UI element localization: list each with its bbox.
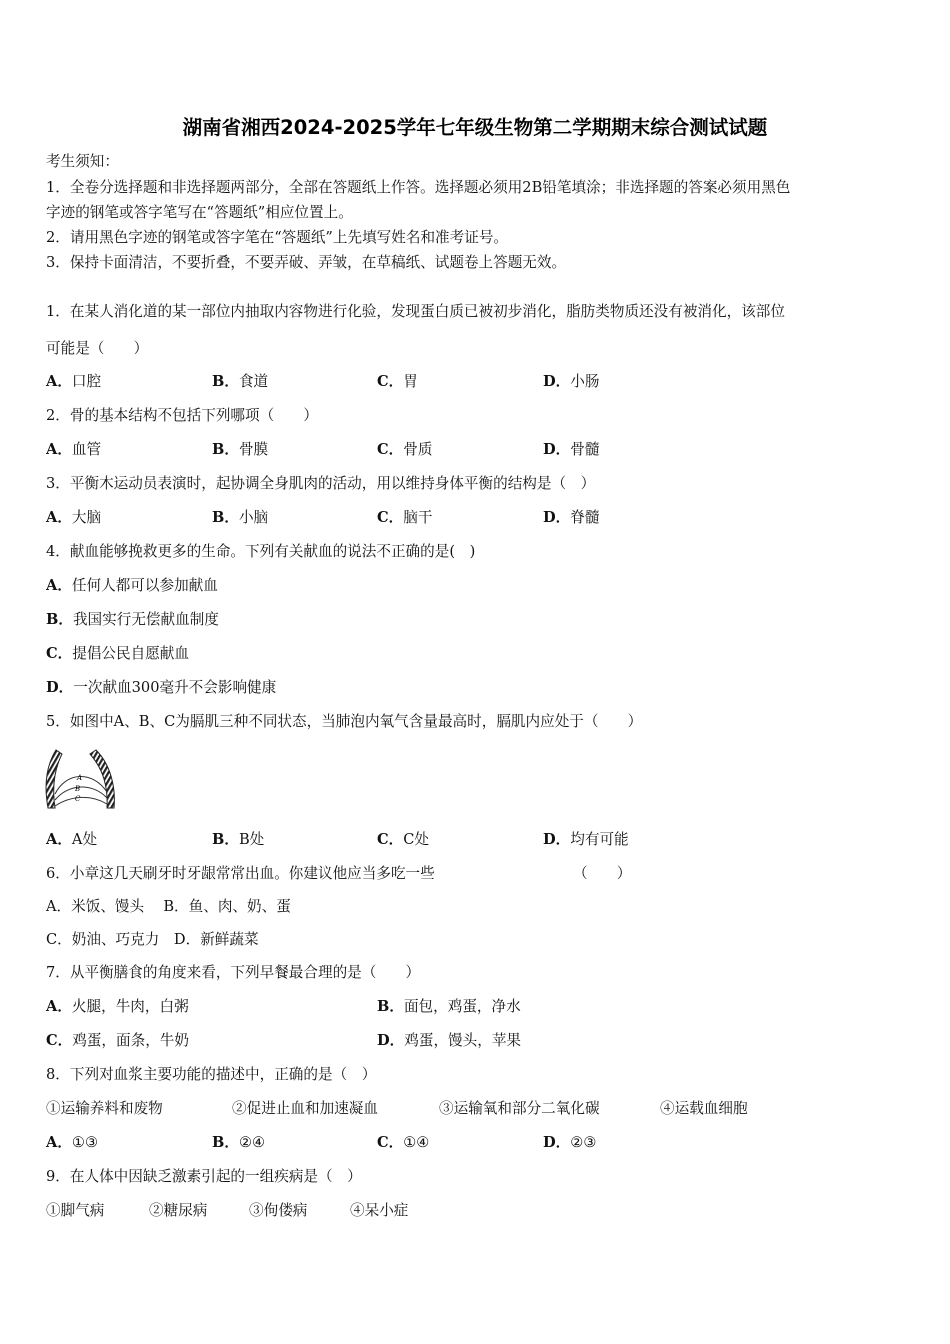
q5-option-a[interactable]: A．A处 [46, 831, 98, 848]
q4-option-b[interactable]: B．我国实行无偿献血制度 [46, 611, 219, 628]
q9-item-4: ④呆小症 [350, 1202, 409, 1219]
diaphragm-curve-b [55, 787, 107, 800]
q7-stem: 7．从平衡膳食的角度来看，下列早餐最合理的是（ ） [46, 964, 421, 981]
q5-stem: 5．如图中A、B、C为膈肌三种不同状态，当肺泡内氧气含量最高时，膈肌内应处于（ ） [46, 713, 643, 730]
figure-label-c: C [75, 795, 81, 803]
notice-line-1b: 字迹的钢笔或答字笔写在“答题纸”相应位置上。 [46, 204, 353, 221]
q9-stem: 9．在人体中因缺乏激素引起的一组疾病是（ ） [46, 1168, 362, 1185]
q8-option-d[interactable]: D．②③ [543, 1134, 597, 1151]
q6-stem: 6．小章这几天刷牙时牙龈常常出血。你建议他应当多吃一些 [46, 865, 435, 882]
q7-option-c[interactable]: C．鸡蛋，面条，牛奶 [46, 1032, 189, 1049]
q5-option-c[interactable]: C．C处 [377, 831, 429, 848]
q7-option-d[interactable]: D．鸡蛋，馒头，苹果 [377, 1032, 522, 1049]
q8-option-b[interactable]: B．②④ [212, 1134, 266, 1151]
q4-option-c[interactable]: C．提倡公民自愿献血 [46, 645, 189, 662]
q4-option-a[interactable]: A．任何人都可以参加献血 [46, 577, 218, 594]
diaphragm-figure [44, 746, 120, 812]
diaphragm-curve-c [55, 797, 107, 806]
q3-option-d[interactable]: D．脊髓 [543, 509, 600, 526]
q5-option-b[interactable]: B．B处 [212, 831, 265, 848]
q1-option-a[interactable]: A．口腔 [46, 373, 102, 390]
q6-answer-bracket: （ ） [573, 865, 632, 882]
notice-line-2: 2．请用黑色字迹的钢笔或答字笔在“答题纸”上先填写姓名和准考证号。 [46, 229, 509, 246]
q3-option-c[interactable]: C．脑干 [377, 509, 433, 526]
q2-stem: 2．骨的基本结构不包括下列哪项（ ） [46, 407, 318, 424]
notice-line-1a: 1．全卷分选择题和非选择题两部分，全部在答题纸上作答。选择题必须用2B铅笔填涂；非选择题的答案必须用黑色 [46, 179, 791, 196]
q9-item-2: ②糖尿病 [149, 1202, 208, 1219]
q3-option-b[interactable]: B．小脑 [212, 509, 269, 526]
q7-option-b[interactable]: B．面包，鸡蛋，净水 [377, 998, 521, 1015]
q2-option-c[interactable]: C．骨质 [377, 441, 433, 458]
q8-item-1: ①运输养料和废物 [46, 1100, 163, 1117]
q4-option-d[interactable]: D．一次献血300毫升不会影响健康 [46, 679, 277, 696]
q8-item-4: ④运载血细胞 [660, 1100, 748, 1117]
q7-option-a[interactable]: A．火腿，牛肉，白粥 [46, 998, 189, 1015]
left-ribcage [46, 750, 62, 808]
q6-options-row-1[interactable]: A．米饭、馒头 B．鱼、肉、奶、蛋 [46, 898, 291, 915]
q1-option-c[interactable]: C．胃 [377, 373, 418, 390]
q2-option-a[interactable]: A．血管 [46, 441, 102, 458]
notice-line-3: 3．保持卡面清洁，不要折叠，不要弄破、弄皱，在草稿纸、试题卷上答题无效。 [46, 254, 567, 271]
q5-option-d[interactable]: D．均有可能 [543, 831, 629, 848]
q8-option-a[interactable]: A．①③ [46, 1134, 99, 1151]
q8-stem: 8．下列对血浆主要功能的描述中，正确的是（ ） [46, 1066, 377, 1083]
q9-item-3: ③佝偻病 [249, 1202, 308, 1219]
q1-stem-a: 1．在某人消化道的某一部位内抽取内容物进行化验，发现蛋白质已被初步消化，脂肪类物质还没有被消化，该部位 [46, 303, 785, 320]
page-title: 湖南省湘西2024-2025学年七年级生物第二学期期末综合测试试题 [182, 116, 768, 139]
q1-option-d[interactable]: D．小肠 [543, 373, 600, 390]
figure-label-a: A [77, 774, 83, 782]
q9-item-1: ①脚气病 [46, 1202, 105, 1219]
q8-item-2: ②促进止血和加速凝血 [232, 1100, 378, 1117]
q2-option-d[interactable]: D．骨髓 [543, 441, 600, 458]
q1-option-b[interactable]: B．食道 [212, 373, 269, 390]
q2-option-b[interactable]: B．骨膜 [212, 441, 269, 458]
q6-options-row-2[interactable]: C．奶油、巧克力 D．新鲜蔬菜 [46, 931, 259, 948]
figure-label-b: B [75, 785, 81, 793]
q3-stem: 3．平衡木运动员表演时，起协调全身肌肉的活动，用以维持身体平衡的结构是（ ） [46, 475, 596, 492]
q8-item-3: ③运输氧和部分二氧化碳 [439, 1100, 600, 1117]
q1-stem-b: 可能是（ ） [46, 340, 149, 357]
q3-option-a[interactable]: A．大脑 [46, 509, 102, 526]
notice-heading: 考生须知： [46, 153, 119, 170]
q8-option-c[interactable]: C．①④ [377, 1134, 430, 1151]
q4-stem: 4．献血能够挽救更多的生命。下列有关献血的说法不正确的是( ) [46, 543, 476, 560]
